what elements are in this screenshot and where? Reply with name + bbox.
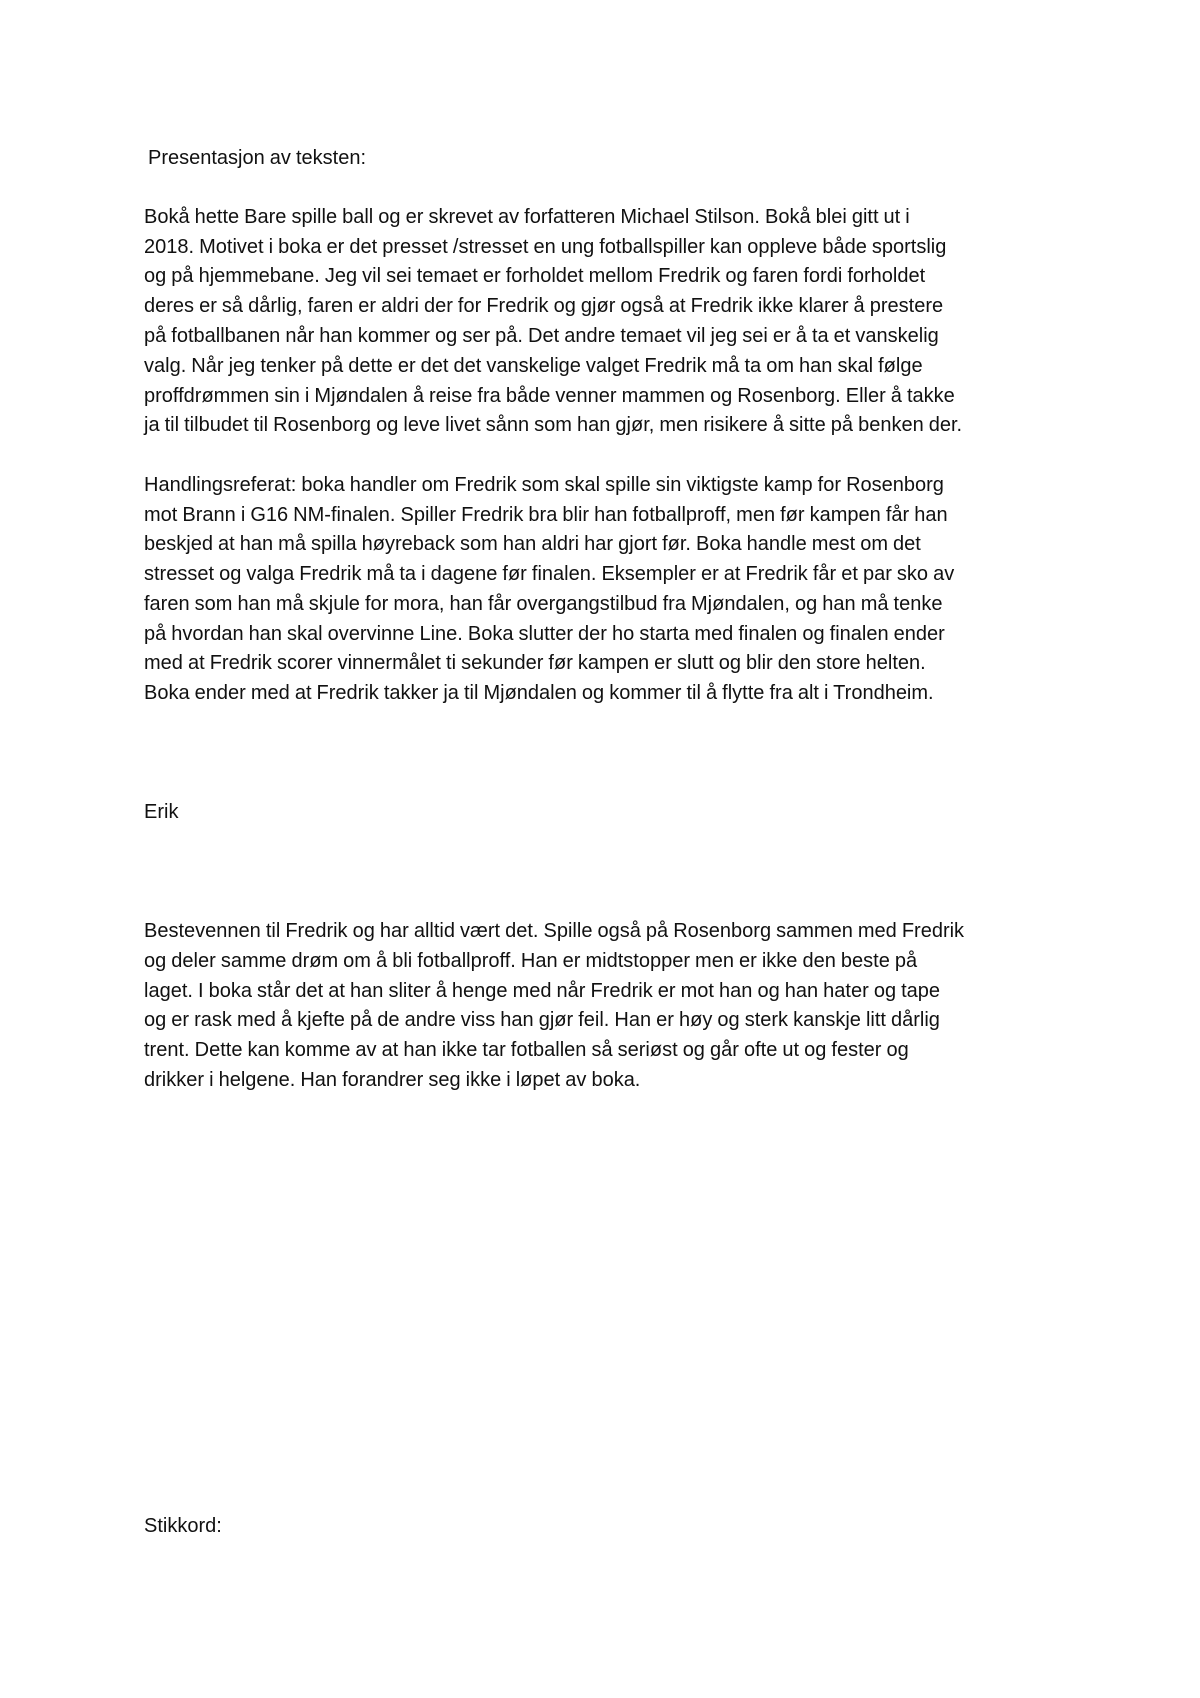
summary-line: Handlingsreferat: boka handler om Fredrik som skal spille sin viktigste kamp for Rosenborg [144,474,944,496]
summary-line: Boka ender med at Fredrik takker ja til Mjøndalen og kommer til å flytte fra alt i Trondheim. [144,682,934,704]
summary-line: stresset og valga Fredrik må ta i dagene før finalen. Eksempler er at Fredrik får et par sko av [144,563,955,585]
summary-line: mot Brann i G16 NM-finalen. Spiller Fredrik bra blir han fotballproff, men før kampen får han [144,504,948,526]
character-name: Erik [144,801,179,823]
presentation-line: 2018. Motivet i boka er det presset /stresset en ung fotballspiller kan oppleve både sportslig [144,236,947,258]
presentation-heading: Presentasjon av teksten: [148,147,367,169]
summary-line: faren som han må skjule for mora, han får overgangstilbud fra Mjøndalen, og han må tenke [144,593,943,615]
presentation-line: proffdrømmen sin i Mjøndalen å reise fra både venner mammen og Rosenborg. Eller å takke [144,385,955,407]
presentation-line: og på hjemmebane. Jeg vil sei temaet er forholdet mellom Fredrik og faren fordi forholdet [144,265,926,287]
character-line: laget. I boka står det at han sliter å henge med når Fredrik er mot han og han hater og tape [144,980,941,1002]
character-line: og deler samme drøm om å bli fotballproff. Han er midtstopper men er ikke den beste på [144,950,918,972]
presentation-line: deres er så dårlig, faren er aldri der for Fredrik og gjør også at Fredrik ikke klarer å prestere [144,295,944,317]
presentation-line: ja til tilbudet til Rosenborg og leve livet sånn som han gjør, men risikere å sitte på benken der. [144,414,963,436]
summary-line: beskjed at han må spilla høyreback som han aldri har gjort før. Boka handle mest om det [144,533,921,555]
character-line: Bestevennen til Fredrik og har alltid vært det. Spille også på Rosenborg sammen med Fredrik [144,920,965,942]
character-line: og er rask med å kjefte på de andre viss han gjør feil. Han er høy og sterk kanskje litt dårlig [144,1009,940,1031]
keywords-label: Stikkord: [144,1515,222,1537]
character-line: trent. Dette kan komme av at han ikke tar fotballen så seriøst og går ofte ut og fester og [144,1039,909,1061]
presentation-line: på fotballbanen når han kommer og ser på. Det andre temaet vil jeg sei er å ta et vanskelig [144,325,939,347]
presentation-line: valg. Når jeg tenker på dette er det det vanskelige valget Fredrik må ta om han skal følge [144,355,923,377]
summary-line: med at Fredrik scorer vinnermålet ti sekunder før kampen er slutt og blir den store helten. [144,652,926,674]
presentation-line: Bokå hette Bare spille ball og er skrevet av forfatteren Michael Stilson. Bokå blei gitt ut i [144,206,910,228]
summary-line: på hvordan han skal overvinne Line. Boka slutter der ho starta med finalen og finalen ender [144,623,945,645]
character-line: drikker i helgene. Han forandrer seg ikke i løpet av boka. [144,1069,641,1091]
